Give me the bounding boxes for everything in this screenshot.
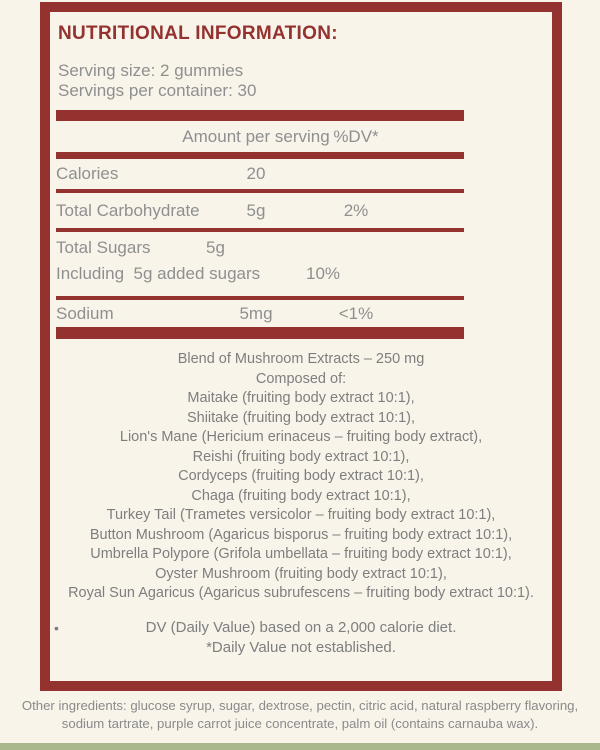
blend-line: Composed of:	[255, 370, 347, 387]
footnote-bullet: •	[54, 620, 59, 636]
dv-header: %DV*	[333, 126, 379, 146]
blend-line: Oyster Mushroom (fruiting body extract 10:1),	[155, 565, 447, 582]
row-dv: 2%	[343, 200, 369, 220]
row-amount: 5g	[246, 200, 266, 220]
total-sugars-line	[56, 235, 464, 261]
servings-per-container-text: Servings per container: 30	[58, 81, 257, 100]
table-row-total-carbohydrate	[56, 193, 464, 228]
row-label: Sodium	[56, 303, 114, 323]
row-amount: 5g	[206, 238, 225, 257]
divider-bar	[56, 110, 464, 121]
dv-footnote-line2: *Daily Value not established.	[206, 639, 396, 656]
nutrition-panel	[40, 2, 562, 691]
other-ingredients-text: Other ingredients: glucose syrup, sugar, dextrose, pectin, citric acid, natural raspberry flavoring, sodium tartrate, purple carrot juice concentrate, palm oil (contains carnauba wax).	[21, 698, 579, 731]
row-amount: 5mg	[239, 303, 273, 323]
dv-footnote-line1: DV (Daily Value) based on a 2,000 calorie diet.	[145, 619, 457, 636]
table-row-calories	[56, 159, 464, 189]
row-dv: <1%	[338, 303, 374, 323]
bottom-accent-bar	[0, 743, 600, 750]
blend-line: Umbrella Polypore (Grifola umbellata – fruiting body extract 10:1),	[90, 546, 512, 562]
serving-size-text: Serving size: 2 gummies	[58, 61, 244, 80]
row-amount: 20	[246, 164, 266, 183]
blend-line: Turkey Tail (Trametes versicolor – fruiting body extract 10:1),	[106, 507, 496, 523]
blend-line: Maitake (fruiting body extract 10:1),	[187, 390, 415, 406]
divider-bar	[56, 327, 464, 339]
blend-line: Blend of Mushroom Extracts – 250 mg	[177, 351, 425, 367]
row-label: Including 5g added sugars	[56, 264, 261, 283]
table-row-total-sugars	[56, 232, 464, 296]
blend-line: Royal Sun Agaricus (Agaricus subrufescens – fruiting body extract 10:1).	[68, 585, 534, 601]
dv-footnote	[50, 618, 552, 658]
blend-line: Shiitake (fruiting body extract 10:1),	[186, 409, 416, 426]
table-header-row	[56, 121, 464, 152]
blend-line: Button Mushroom (Agaricus bisporus – fruiting body extract 10:1),	[89, 526, 513, 543]
row-dv: 10%	[306, 264, 341, 283]
divider-bar	[56, 152, 464, 159]
serving-info	[58, 61, 256, 101]
added-sugars-line	[56, 261, 464, 287]
blend-line: Reishi (fruiting body extract 10:1),	[192, 448, 410, 465]
blend-line: Cordyceps (fruiting body extract 10:1),	[178, 468, 424, 484]
row-label: Total Sugars	[56, 238, 151, 257]
row-label: Calories	[56, 164, 119, 183]
amount-per-serving-header: Amount per serving	[182, 126, 330, 146]
nutrition-table	[56, 110, 464, 339]
blend-line: Chaga (fruiting body extract 10:1),	[191, 487, 411, 504]
page-title: NUTRITIONAL INFORMATION:	[58, 23, 338, 44]
row-label: Total Carbohydrate	[56, 200, 200, 220]
blend-line: Lion's Mane (Hericium erinaceus – fruiting body extract),	[119, 429, 483, 445]
mushroom-blend-list	[50, 350, 552, 604]
table-row-sodium	[56, 300, 464, 327]
